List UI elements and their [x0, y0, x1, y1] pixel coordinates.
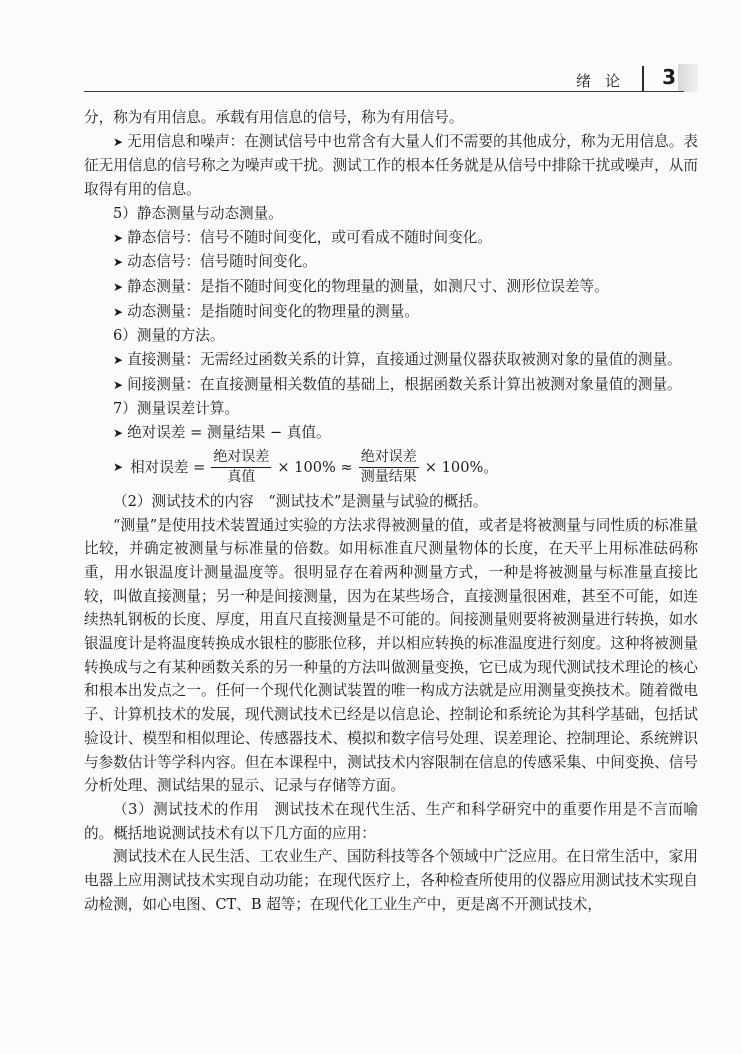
bullet-item [84, 300, 698, 325]
arrow-bullet-icon: ➤ [113, 255, 124, 270]
bullet-item [84, 275, 698, 300]
bullet-text: 间接测量：在直接测量相关数值的基础上，根据函数关系计算出被测对象量值的测量。 [127, 375, 682, 393]
page-edge-tab [678, 64, 698, 92]
bullet-text: 无用信息和噪声：在测试信号中也常含有大量人们不需要的其他成分，称为无用信息。表征无用信息的信号称之为噪声或干扰。测试工作的根本任务就是从信号中排除干扰或噪声，从而取得有用的信息。 [84, 132, 698, 199]
header-rule [84, 91, 684, 92]
numbered-heading: 6）测量的方法。 [113, 327, 225, 345]
bullet-item [84, 348, 698, 373]
fraction-2-denominator: 测量结果 [360, 469, 417, 486]
bullet-item [84, 130, 698, 202]
fraction-1 [211, 449, 271, 486]
bullet-text: 动态信号：信号随时间变化。 [127, 253, 317, 271]
bullet-text: 静态测量：是指不随时间变化的物理量的测量，如测尺寸、测形位误差等。 [127, 277, 609, 295]
bullet-text: 绝对误差 = 测量结果 − 真值。 [127, 424, 331, 442]
arrow-bullet-icon: ➤ [113, 459, 124, 474]
bullet-text: 直接测量：无需经过函数关系的计算，直接通过测量仪器获取被测对象的量值的测量。 [127, 351, 682, 369]
page-body [84, 106, 698, 917]
bullet-text: 动态测量：是指随时间变化的物理量的测量。 [127, 302, 419, 320]
paragraph: 分，称为有用信息。承载有用信息的信号，称为有用信号。 [84, 109, 464, 126]
bullet-item [84, 373, 698, 398]
paragraph: “测量”是使用技术装置通过实验的方法求得被测量的值，或者是将被测量与同性质的标准量比较，并确定被测量与标准量的倍数。如用标准直尺测量物体的长度，在天平上用标准砝码称重，用水银温度计测量温度等。很明显存在着两种测量方式，一种是将被测量与标准量直接比较，叫做直接测量；另一种是间接测量，因为在某些场合，直接测量很困难，甚至不可能，如连续热轧钢板的长度、厚度，用直尺直接测量是不可能的。间接测量则要将被测量进行转换，如水银温度计是将温度转换成水银柱的膨胀位移，并以相应转换的标准温度进行刻度。这种将被测量转换成与之有某种函数关系的另一种量的方法叫做测量变换，它已成为现代测试技术理论的核心和根本出发点之一。任何一个现代化测试装置的唯一构成方法就是应用测量变换技术。随着微电子、计算机技术的发展，现代测试技术已经是以信息论、控制论和系统论为其科学基础，包括试验设计、模型和相似理论、传感器技术、模拟和数字信号处理、误差理论、控制理论、系统辨识与参数估计等学科内容。但在本课程中，测试技术内容限制在信息的传感采集、中间变换、信号分析处理、测试结果的显示、记录与存储等方面。 [84, 516, 698, 795]
fraction-1-numerator: 绝对误差 [211, 449, 271, 468]
fraction-2 [359, 449, 419, 486]
page-number: 3 [662, 65, 676, 89]
arrow-bullet-icon: ➤ [113, 426, 124, 441]
header-divider [642, 66, 644, 92]
formula-lead: 相对误差 = [130, 458, 206, 476]
section-heading-role: （3）测试技术的作用 测试技术在现代生活、生产和科学研究中的重要作用是不言而喻的。概括地说测试技术有以下几方面的应用： [84, 800, 698, 842]
bullet-item [84, 226, 698, 251]
bullet-text: 静态信号：信号不随时间变化，或可看成不随时间变化。 [127, 228, 492, 246]
arrow-bullet-icon: ➤ [113, 279, 124, 294]
numbered-heading: 7）测量误差计算。 [113, 400, 240, 418]
arrow-bullet-icon: ➤ [113, 353, 124, 368]
paragraph: 测试技术在人民生活、工农业生产、国防科技等各个领域中广泛应用。在日常生活中，家用电器上应用测试技术实现自动功能；在现代医疗上，各种检查所使用的仪器应用测试技术实现自动检测，如心电图、CT、B 超等；在现代化工业生产中，更是离不开测试技术， [84, 848, 698, 913]
arrow-bullet-icon: ➤ [113, 230, 124, 245]
bullet-item [84, 250, 698, 275]
arrow-bullet-icon: ➤ [113, 304, 124, 319]
fraction-1-denominator: 真值 [227, 469, 256, 486]
numbered-heading: 5）静态测量与动态测量。 [113, 204, 283, 222]
bullet-item [84, 421, 698, 446]
header-section-title: 绪论 [575, 72, 634, 90]
page-header [84, 62, 684, 92]
section-heading-content: （2）测试技术的内容 “测试技术”是测量与试验的概括。 [113, 492, 488, 510]
formula-times-2: × 100%。 [424, 458, 498, 476]
relative-error-formula [84, 448, 698, 488]
arrow-bullet-icon: ➤ [113, 134, 124, 149]
fraction-2-numerator: 绝对误差 [359, 449, 419, 468]
formula-times-1: × 100% ≈ [277, 458, 353, 476]
arrow-bullet-icon: ➤ [113, 377, 124, 392]
